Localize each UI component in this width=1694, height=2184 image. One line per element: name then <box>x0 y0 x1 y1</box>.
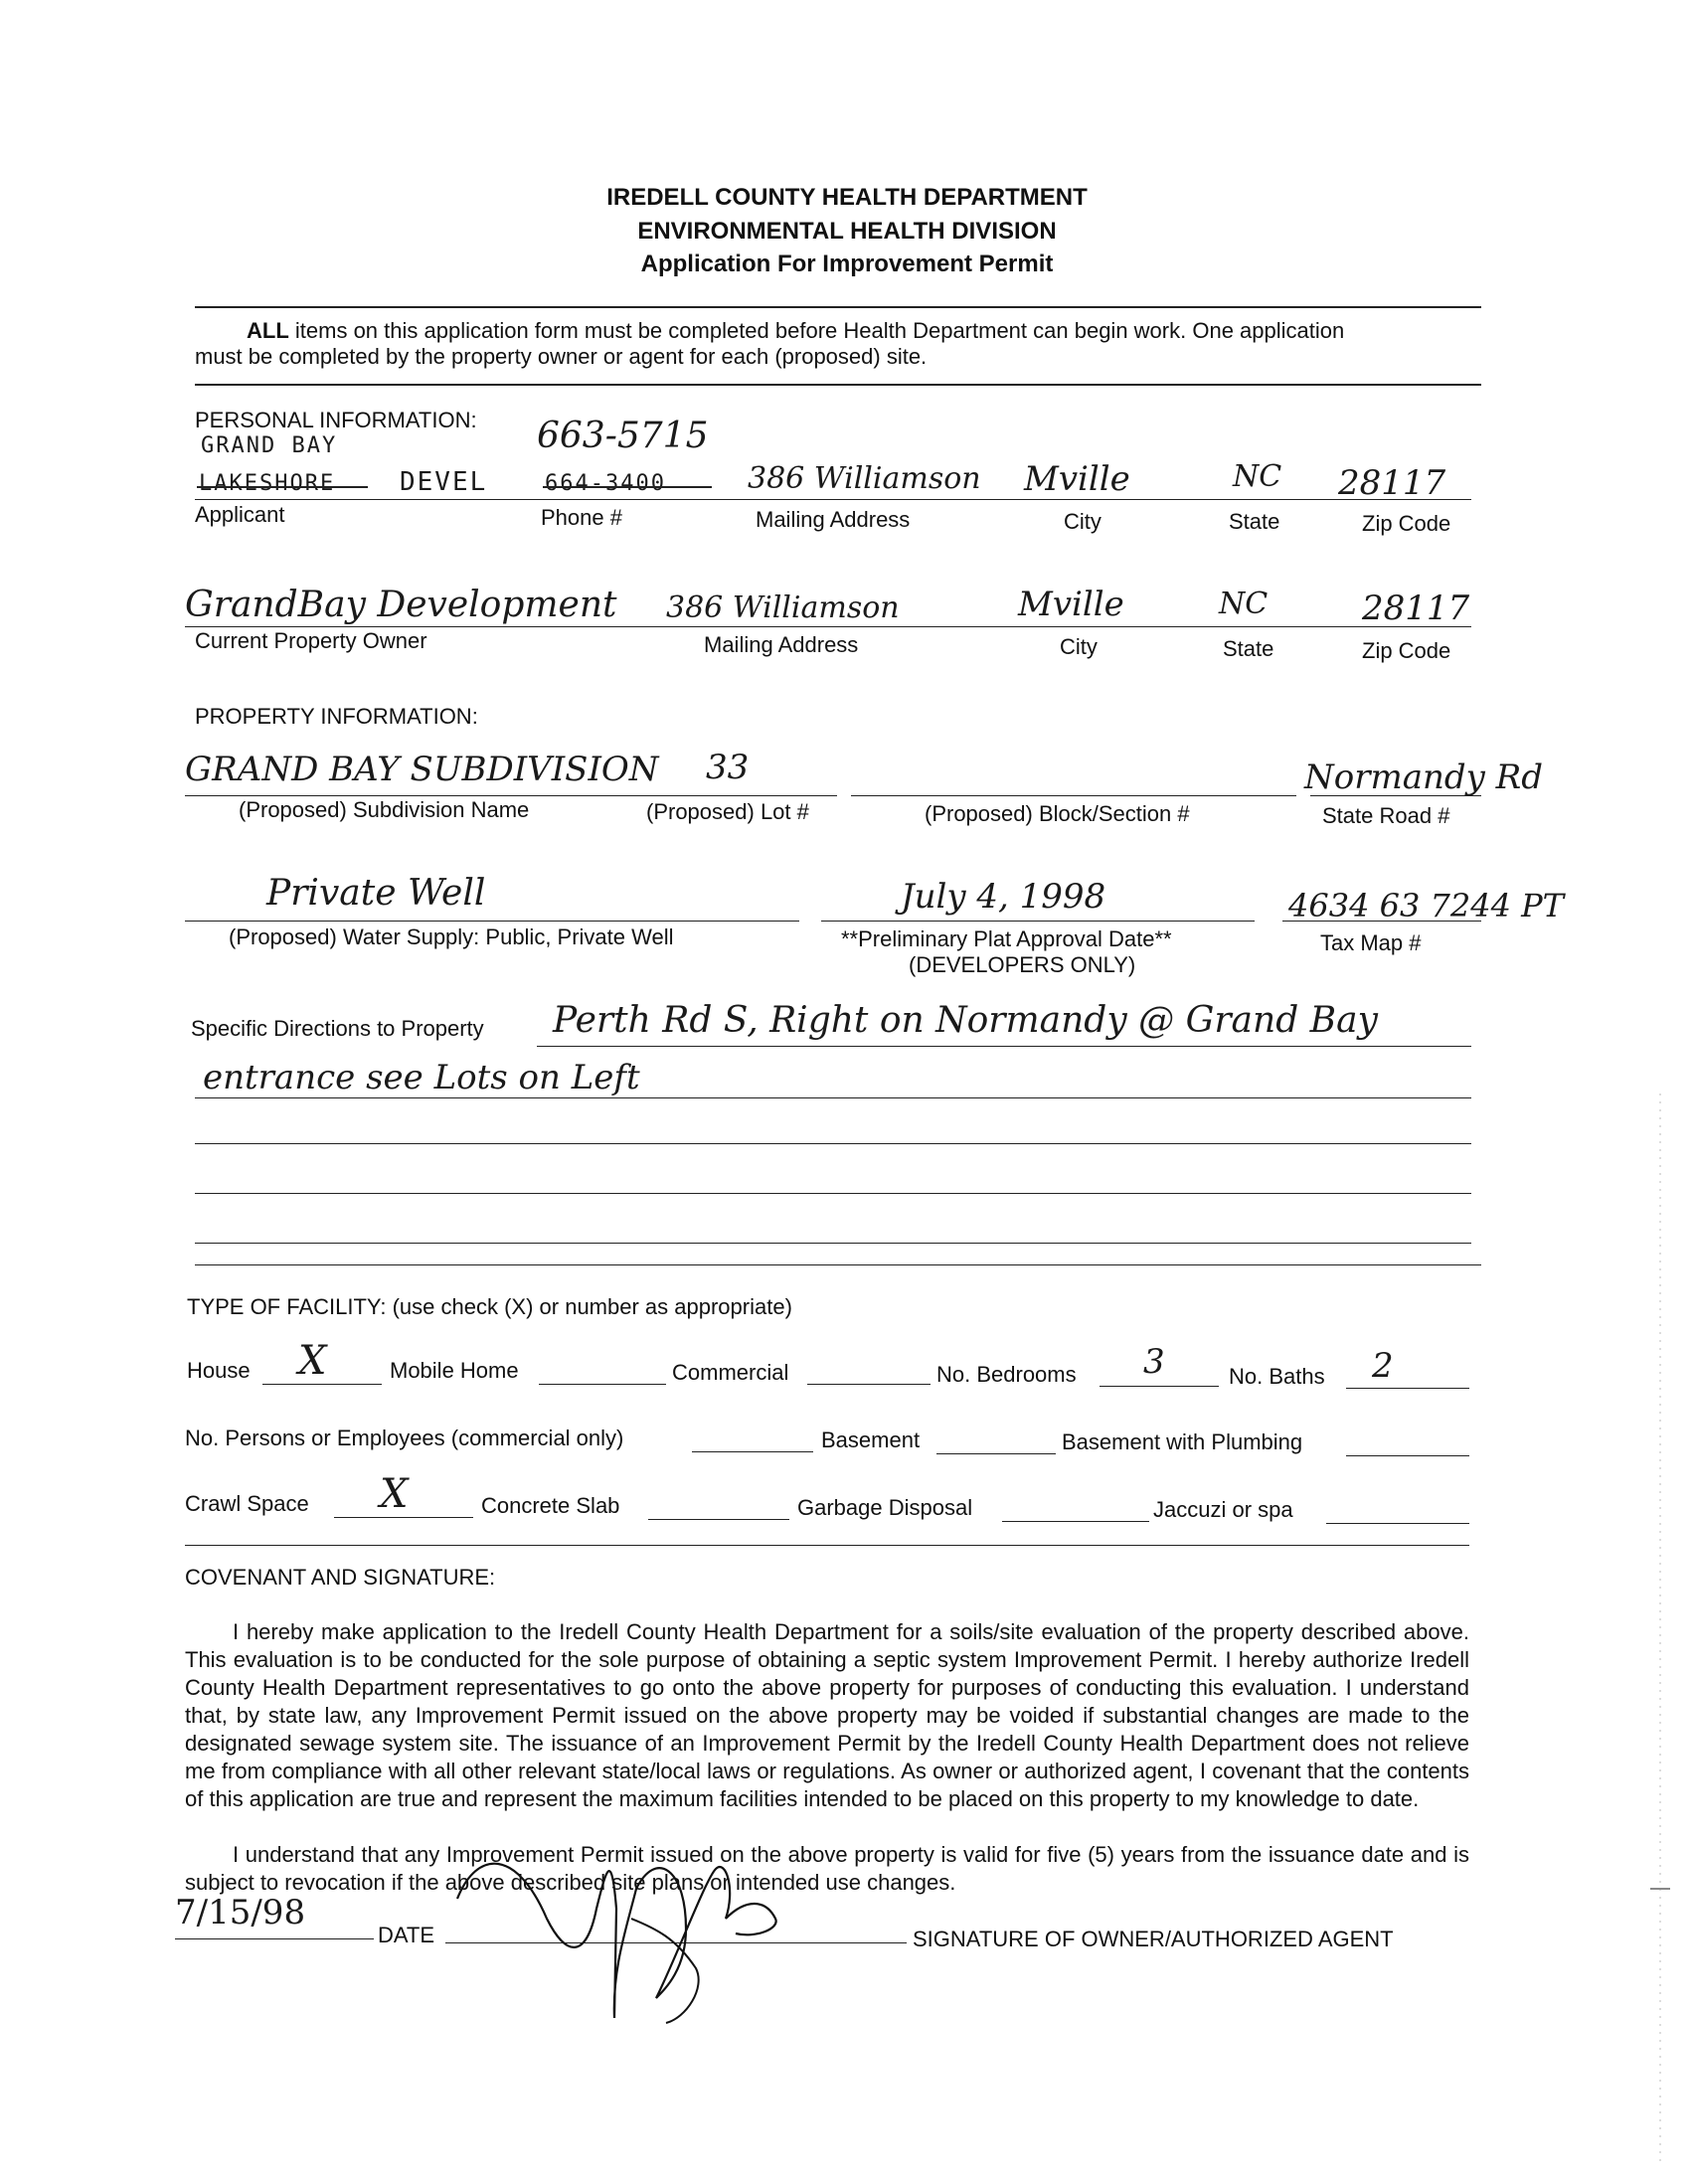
date-label: DATE <box>378 1923 435 1947</box>
basement-blank <box>936 1453 1056 1454</box>
crawl-space-label: Crawl Space <box>185 1491 309 1516</box>
directions-line-6 <box>195 1264 1481 1265</box>
covenant-paragraph-1: I hereby make application to the Iredell County Health Department for a soils/site evaluation of the property described above. This evaluation is to be conducted for the sole purpose of obtaining a septic system Improvement Permit. I hereby authorize Iredell County Health Department representatives to go onto the above property for purposes of conducting this evaluation. I understand that, by state law, any Improvement Permit issued on the above property may be voided if substantial changes are made to the designated sewage system site. The issuance of an Improvement Permit by the Iredell County Health Department does not relieve me from compliance with all other relevant state/local laws or regulations. As owner or authorized agent, I covenant that the contents of this application are true and represent the maximum facilities intended to be placed on this property to my knowledge to date. <box>185 1619 1469 1811</box>
water-line <box>185 921 799 922</box>
city-label: City <box>1064 509 1101 534</box>
jaccuzi-label: Jaccuzi or spa <box>1153 1497 1293 1522</box>
property-heading: PROPERTY INFORMATION: <box>195 704 478 729</box>
signature-scribble <box>437 1789 855 2028</box>
baths-blank <box>1346 1388 1469 1389</box>
owner-state-handwritten: NC <box>1219 587 1269 621</box>
state-road-handwritten: Normandy Rd <box>1304 757 1544 797</box>
directions-line-2 <box>195 1097 1471 1098</box>
owner-line <box>185 626 1471 627</box>
owner-city-handwritten: Mville <box>1018 585 1124 624</box>
owner-zip-label: Zip Code <box>1362 638 1451 663</box>
owner-handwritten: GrandBay Development <box>185 585 617 625</box>
state-road-label: State Road # <box>1322 803 1450 828</box>
baths-label: No. Baths <box>1229 1364 1325 1389</box>
baths-value: 2 <box>1372 1346 1394 1386</box>
directions-handwritten-2: entrance see Lots on Left <box>203 1058 640 1097</box>
block-label: (Proposed) Block/Section # <box>925 801 1190 826</box>
house-label: House <box>187 1358 251 1383</box>
subdivision-handwritten: GRAND BAY SUBDIVISION <box>185 750 659 789</box>
mailing-label: Mailing Address <box>756 507 911 532</box>
strikethrough-line <box>197 486 368 488</box>
owner-mailing-label: Mailing Address <box>704 632 859 657</box>
scan-edge-artifact <box>1640 1093 1680 2167</box>
applicant-struck: LAKESHORE <box>199 471 336 496</box>
block-line <box>851 795 1296 796</box>
division-title: ENVIRONMENTAL HEALTH DIVISION <box>637 218 1057 245</box>
tax-line <box>1282 921 1481 922</box>
tax-map-handwritten: 4634 63 7244 PT <box>1288 887 1564 924</box>
commercial-blank <box>807 1384 931 1385</box>
directions-line-5 <box>195 1243 1471 1244</box>
concrete-slab-blank <box>648 1519 789 1520</box>
covenant-heading: COVENANT AND SIGNATURE: <box>185 1565 496 1590</box>
subdivision-label: (Proposed) Subdivision Name <box>239 797 530 822</box>
persons-label: No. Persons or Employees (commercial only) <box>185 1426 624 1450</box>
facility-heading: TYPE OF FACILITY: (use check (X) or number as appropriate) <box>187 1294 792 1319</box>
directions-line-1 <box>537 1046 1471 1047</box>
applicant-handwritten: DEVEL <box>400 467 488 497</box>
plat-label-sub: (DEVELOPERS ONLY) <box>909 952 1136 977</box>
plat-date-handwritten: July 4, 1998 <box>901 877 1106 917</box>
owner-state-label: State <box>1223 636 1274 661</box>
strikethrough-line <box>543 486 712 488</box>
department-title: IREDELL COUNTY HEALTH DEPARTMENT <box>606 184 1088 211</box>
concrete-slab-label: Concrete Slab <box>481 1493 620 1518</box>
applicant-label: Applicant <box>195 502 285 527</box>
water-label: (Proposed) Water Supply: Public, Private Well <box>229 924 674 949</box>
form-title: Application For Improvement Permit <box>640 251 1054 277</box>
instructions-bold: ALL <box>247 318 289 343</box>
directions-line-4 <box>195 1193 1471 1194</box>
zip-label: Zip Code <box>1362 511 1451 536</box>
instructions-text1: items on this application form must be completed before Health Department can begin work. One application <box>294 318 1345 343</box>
owner-label: Current Property Owner <box>195 628 427 653</box>
house-mark: X <box>298 1338 327 1384</box>
instructions-line2: must be completed by the property owner or agent for each (proposed) site. <box>195 344 928 369</box>
divider <box>195 306 1481 308</box>
jaccuzi-blank <box>1326 1523 1469 1524</box>
signature-label: SIGNATURE OF OWNER/AUTHORIZED AGENT <box>913 1927 1394 1951</box>
date-handwritten: 7/15/98 <box>175 1893 306 1932</box>
directions-handwritten-1: Perth Rd S, Right on Normandy @ Grand Bay <box>553 1000 1378 1041</box>
persons-blank <box>692 1451 813 1452</box>
plat-line <box>821 921 1255 922</box>
instructions-line1 <box>247 318 1344 344</box>
covenant-paragraph-2: I understand that any Improvement Permit issued on the above property is valid for five (5) years from the issuance date and is subject to revocation if the above described site plans or intended use changes. <box>185 1842 1469 1895</box>
crawl-space-mark: X <box>380 1471 409 1517</box>
road-line <box>1310 795 1481 796</box>
zip-handwritten: 28117 <box>1338 463 1446 503</box>
tax-label: Tax Map # <box>1320 930 1422 955</box>
plat-label: **Preliminary Plat Approval Date** <box>841 926 1172 951</box>
phone-struck: 664-3400 <box>545 471 666 496</box>
basement-label: Basement <box>821 1428 921 1452</box>
directions-label: Specific Directions to Property <box>191 1016 484 1041</box>
mailing-handwritten: 386 Williamson <box>748 461 981 496</box>
basement-plumbing-label: Basement with Plumbing <box>1062 1429 1303 1454</box>
directions-line-3 <box>195 1143 1471 1144</box>
owner-city-label: City <box>1060 634 1098 659</box>
garbage-disposal-label: Garbage Disposal <box>797 1495 973 1520</box>
state-label: State <box>1229 509 1280 534</box>
applicant-handwritten-top: GRAND BAY <box>201 433 338 458</box>
bedrooms-blank <box>1100 1386 1219 1387</box>
crawl-space-blank <box>334 1517 473 1518</box>
bedrooms-value: 3 <box>1143 1342 1165 1382</box>
state-handwritten: NC <box>1233 459 1282 494</box>
owner-zip-handwritten: 28117 <box>1362 588 1470 628</box>
lot-label: (Proposed) Lot # <box>646 799 809 824</box>
subdivision-line <box>185 795 837 796</box>
phone-handwritten: 663-5715 <box>537 416 709 456</box>
date-line <box>175 1938 374 1939</box>
bedrooms-label: No. Bedrooms <box>936 1362 1077 1387</box>
house-blank <box>262 1384 382 1385</box>
commercial-label: Commercial <box>672 1360 789 1385</box>
mobile-home-label: Mobile Home <box>390 1358 519 1383</box>
garbage-disposal-blank <box>1002 1521 1149 1522</box>
applicant-line <box>195 499 1471 500</box>
mobile-home-blank <box>539 1384 666 1385</box>
phone-label: Phone # <box>541 505 622 530</box>
divider <box>195 384 1481 386</box>
city-handwritten: Mville <box>1024 459 1130 499</box>
owner-mailing-handwritten: 386 Williamson <box>666 590 900 625</box>
water-handwritten: Private Well <box>266 873 486 914</box>
personal-heading: PERSONAL INFORMATION: <box>195 408 477 432</box>
basement-plumbing-blank <box>1346 1455 1469 1456</box>
lot-handwritten: 33 <box>706 748 750 787</box>
facility-divider <box>185 1545 1469 1546</box>
